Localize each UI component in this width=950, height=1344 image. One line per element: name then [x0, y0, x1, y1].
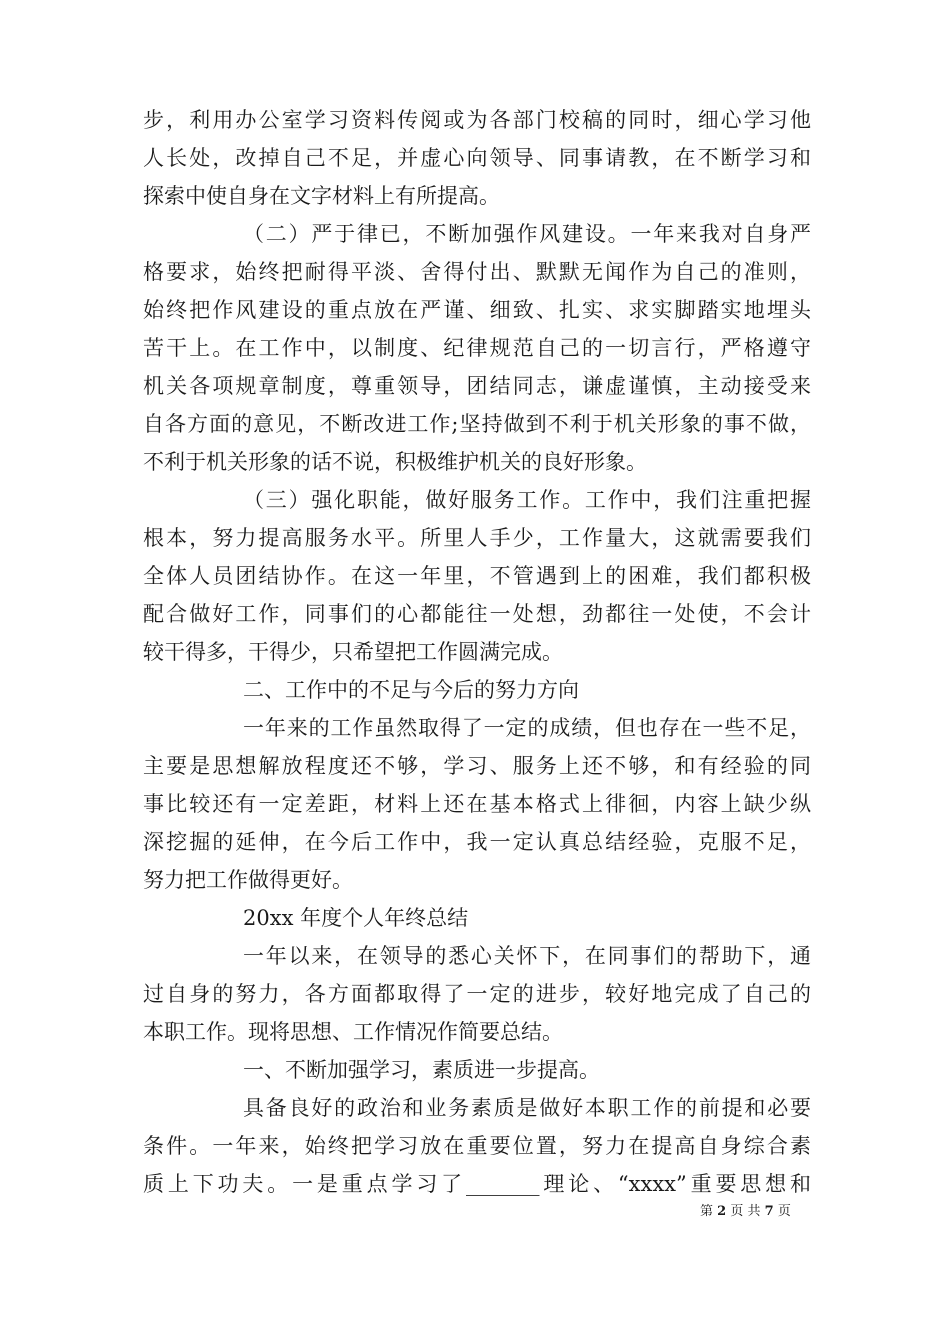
text-line: 条件。一年来，始终把学习放在重要位置，努力在提高自身综合素 — [143, 1134, 811, 1158]
text-line: 一年以来，在领导的悉心关怀下，在同事们的帮助下，通 — [243, 944, 811, 968]
text-line: 机关各项规章制度，尊重领导，团结同志，谦虚谨慎，主动接受来 — [143, 374, 811, 398]
text-line: 二、工作中的不足与今后的努力方向 — [243, 678, 579, 702]
text-line: 人长处，改掉自己不足，并虚心向领导、同事请教，在不断学习和 — [143, 146, 811, 170]
text-line: 根本，努力提高服务水平。所里人手少，工作量大，这就需要我们 — [143, 526, 811, 550]
text-line: 过自身的努力，各方面都取得了一定的进步，较好地完成了自己的 — [143, 982, 811, 1006]
text-line: 本职工作。现将思想、工作情况作简要总结。 — [143, 1020, 563, 1044]
footer-suffix: 页 — [777, 1204, 791, 1219]
text-line: 努力把工作做得更好。 — [143, 868, 353, 892]
text-line: 格要求，始终把耐得平淡、舍得付出、默默无闻作为自己的准则， — [143, 260, 811, 284]
text-line: 事比较还有一定差距，材料上还在基本格式上徘徊，内容上缺少纵 — [143, 792, 811, 816]
footer-prefix: 第 — [700, 1204, 714, 1219]
text-line: 20xx 年度个人年终总结 — [243, 906, 469, 930]
text-line: 一、不断加强学习，素质进一步提高。 — [243, 1058, 600, 1082]
total-pages-number: 7 — [764, 1204, 774, 1219]
text-line: 全体人员团结协作。在这一年里，不管遇到上的困难，我们都积极 — [143, 564, 811, 588]
text-line: 质上下功夫。一是重点学习了_______理论、“xxxx”重要思想和 — [143, 1172, 811, 1196]
text-line: 主要是思想解放程度还不够，学习、服务上还不够，和有经验的同 — [143, 754, 811, 778]
current-page-number: 2 — [717, 1204, 727, 1219]
document-body — [143, 101, 811, 1203]
text-line: 不利于机关形象的话不说，积极维护机关的良好形象。 — [143, 450, 647, 474]
text-line: 自各方面的意见，不断改进工作;坚持做到不利于机关形象的事不做， — [143, 412, 811, 436]
text-line: 探索中使自身在文字材料上有所提高。 — [143, 184, 500, 208]
text-line: 深挖掘的延伸，在今后工作中，我一定认真总结经验，克服不足， — [143, 830, 811, 854]
text-line: 步，利用办公室学习资料传阅或为各部门校稿的同时，细心学习他 — [143, 108, 811, 132]
text-line: （二）严于律已，不断加强作风建设。一年来我对自身严 — [243, 222, 811, 246]
text-line: 始终把作风建设的重点放在严谨、细致、扎实、求实脚踏实地埋头 — [143, 298, 811, 322]
text-line: 较干得多，干得少，只希望把工作圆满完成。 — [143, 640, 563, 664]
footer-middle: 页 共 — [730, 1204, 761, 1219]
text-line: 一年来的工作虽然取得了一定的成绩，但也存在一些不足， — [243, 716, 811, 740]
page-footer — [700, 1203, 815, 1221]
text-line: 苦干上。在工作中，以制度、纪律规范自己的一切言行，严格遵守 — [143, 336, 811, 360]
text-line: 配合做好工作，同事们的心都能往一处想，劲都往一处使，不会计 — [143, 602, 811, 626]
text-line: 具备良好的政治和业务素质是做好本职工作的前提和必要 — [243, 1096, 811, 1120]
text-line: （三）强化职能，做好服务工作。工作中，我们注重把握 — [243, 488, 811, 512]
